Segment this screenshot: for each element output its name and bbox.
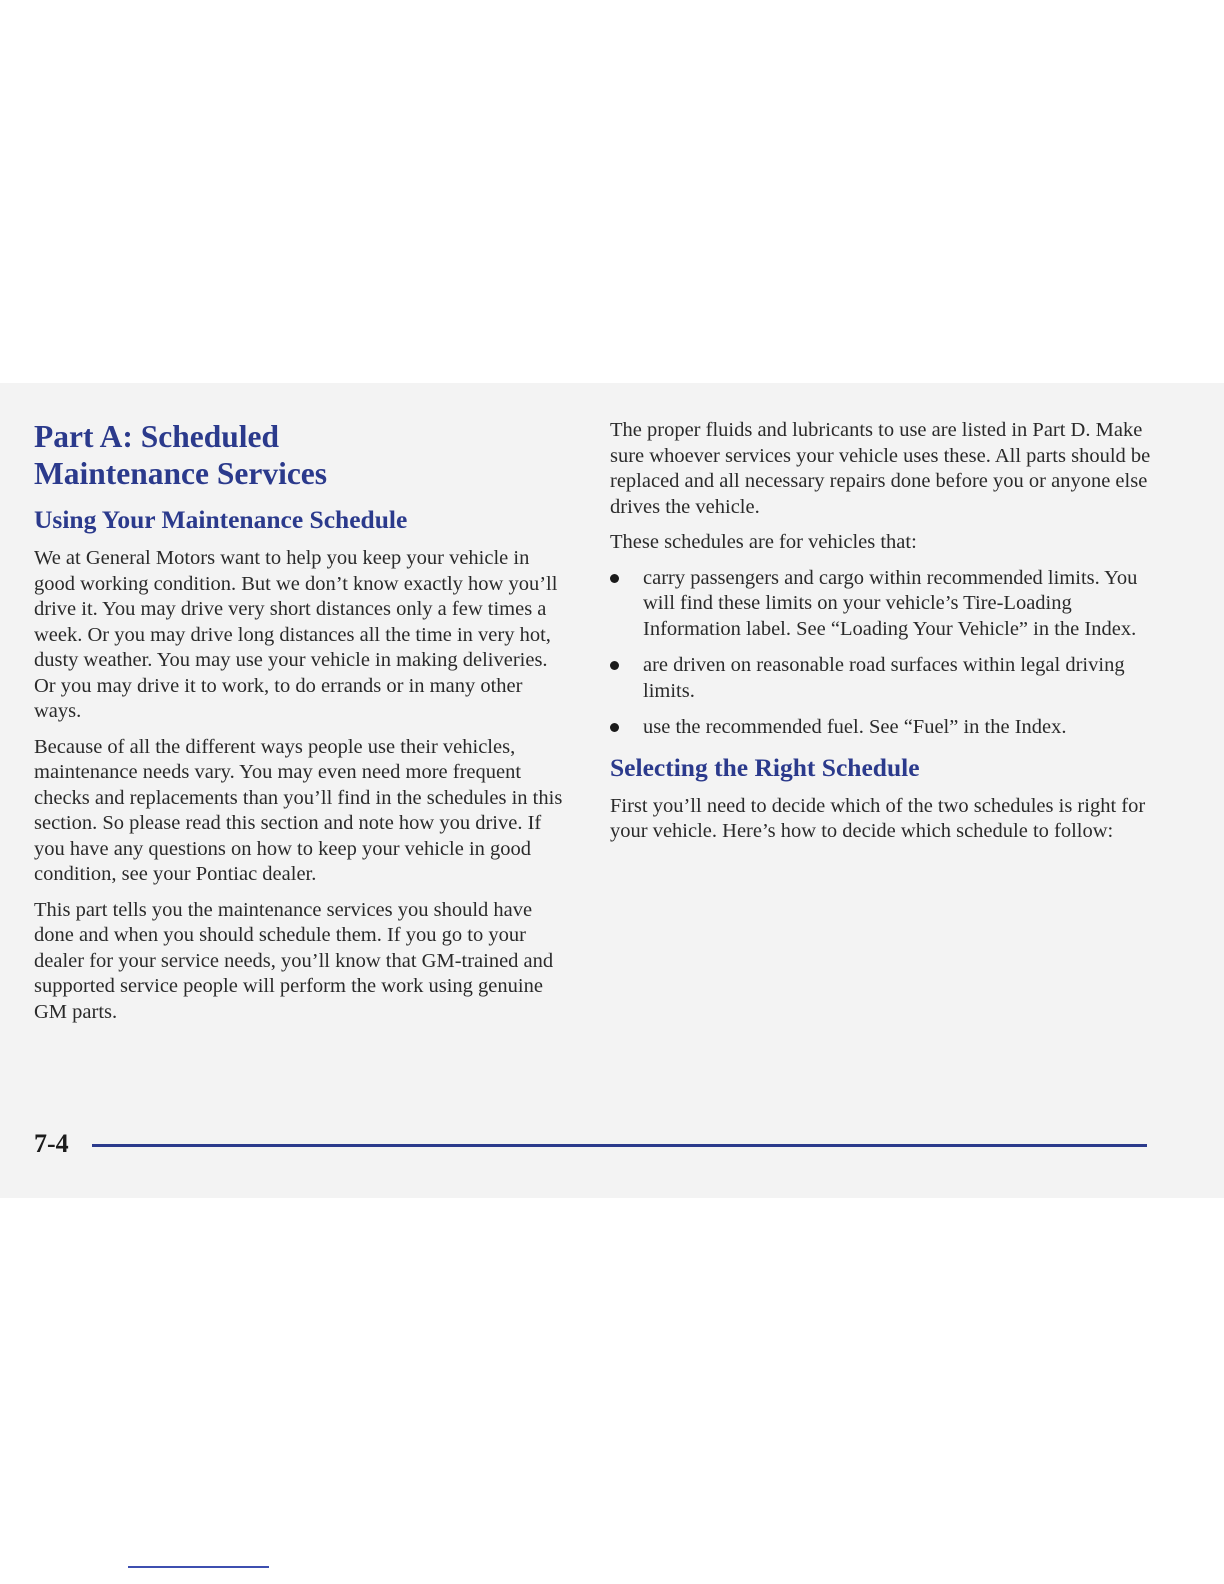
part-title (34, 418, 569, 492)
bullet-icon (610, 574, 619, 583)
paragraph-dealer-service: This part tells you the maintenance services you should have done and when you should schedule them. If you go to your dealer for your service needs, you’ll know that GM-trained and supported service people will perform the work using genuine GM parts. (34, 898, 554, 1023)
list-item-text: carry passengers and cargo within recommended limits. You will find these limits on your vehicle’s Tire-Loading Information label. See “Loading Your Vehicle” in the Index. (643, 566, 1138, 640)
paragraph-intro: We at General Motors want to help you keep your vehicle in good working condition. But we don’t know exactly how you’ll drive it. You may drive very short distances only a few times a week. Or you may drive long distances all the time in very hot, dusty weather. You may use your vehicle in making deliveries. Or you may drive it to work, to do errands or in many other ways. (34, 547, 558, 722)
paragraph-fluids-lubricants: The proper fluids and lubricants to use are listed in Part D. Make sure whoever services your vehicle uses these. All parts should be replaced and all necessary repairs done before you or anyone else drives the vehicle. (610, 419, 1151, 518)
page-number: 7-4 (34, 1129, 69, 1158)
list-item (610, 715, 1155, 741)
right-column (610, 418, 1155, 855)
left-column (34, 418, 569, 1035)
vehicle-conditions-list (610, 566, 1155, 741)
list-item (610, 653, 1155, 704)
section-heading-selecting-schedule: Selecting the Right Schedule (610, 752, 920, 782)
link-underline-fragment (128, 1566, 269, 1568)
section-heading-using-schedule: Using Your Maintenance Schedule (34, 505, 408, 534)
bullet-icon (610, 661, 619, 670)
bullet-icon (610, 723, 619, 732)
paragraph-list-lead: These schedules are for vehicles that: (610, 531, 917, 553)
part-title-line-2: Maintenance Services (34, 456, 328, 491)
paragraph-needs-vary: Because of all the different ways people use their vehicles, maintenance needs vary. You may even need more frequent checks and replacements than you’ll find in the schedules in this section. So please read this section and note how you drive. If you have any questions on how to keep your vehicle in good condition, see your Pontiac dealer. (34, 735, 563, 885)
list-item-text: use the recommended fuel. See “Fuel” in the Index. (643, 716, 1067, 738)
footer-divider (92, 1144, 1147, 1147)
list-item-text: are driven on reasonable road surfaces within legal driving limits. (643, 654, 1125, 702)
paragraph-decide-schedule: First you’ll need to decide which of the two schedules is right for your vehicle. Here’s how to decide which schedule to follow: (610, 794, 1146, 842)
part-title-line-1: Part A: Scheduled (34, 419, 280, 454)
list-item (610, 566, 1155, 643)
